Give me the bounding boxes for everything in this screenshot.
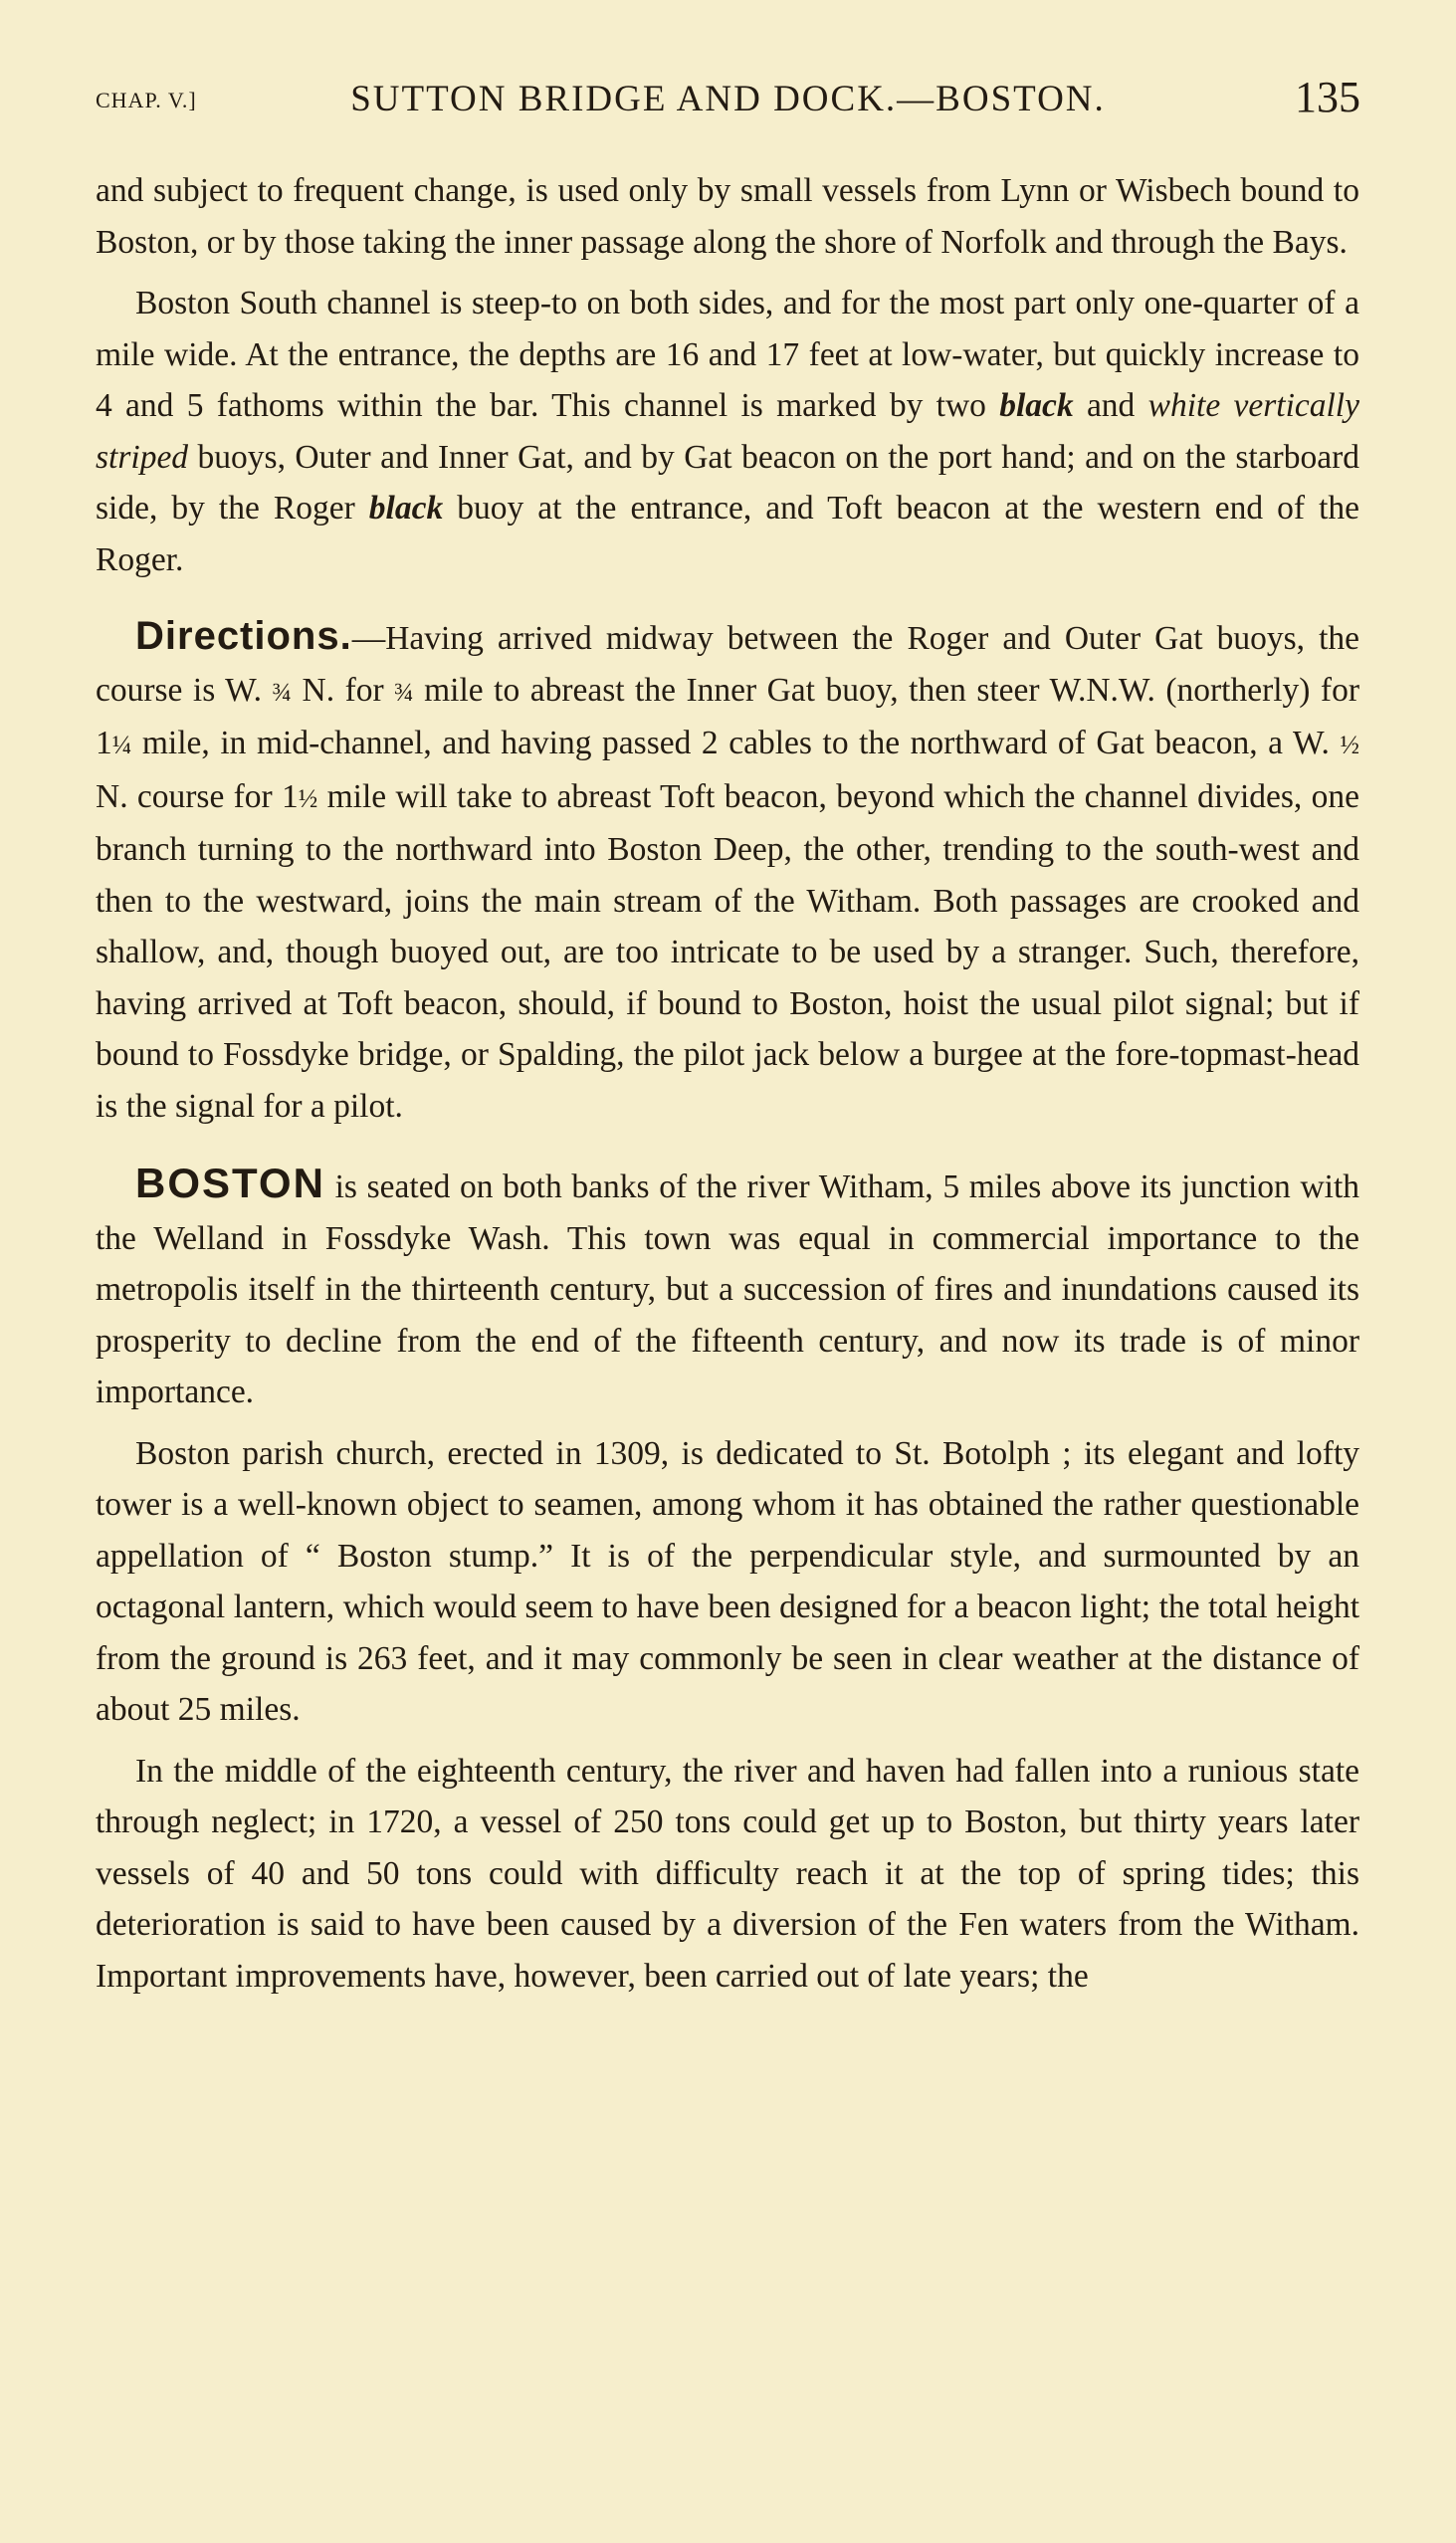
fraction: ¼ — [111, 731, 132, 759]
paragraph-directions — [96, 611, 1359, 1132]
text-run: buoys, Outer and Inner Gat, and by Gat beacon on the port hand; and on the starboard side, by the Roger — [96, 438, 1359, 527]
italic-white-striped: white vertically striped — [96, 387, 1359, 476]
running-title: SUTTON BRIDGE AND DOCK.—BOSTON. — [350, 79, 1106, 119]
paragraph-south-channel — [96, 278, 1359, 585]
boston-heading: BOSTON — [135, 1160, 325, 1206]
italic-black: black — [999, 387, 1074, 424]
paragraph-small-vessels: and subject to frequent change, is used only by small vessels from Lynn or Wisbech bound to Boston, or by those taking the inner passage along the shore of Norfolk and through the Bays. — [96, 172, 1359, 261]
fraction: ¾ — [272, 677, 293, 707]
text-run: and — [1073, 387, 1148, 424]
chapter-label: CHAP. V.] — [96, 88, 197, 112]
page-number: 135 — [1295, 73, 1360, 121]
directions-heading: Directions. — [135, 614, 352, 658]
text-run: Boston South channel is steep-to on both sides, and for the most part only one-quarter of a mile wide. At the entrance, the depths are 16 and 17 feet at low-water, but quickly increase to 4 and 5 fathoms within the bar. This channel is marked by two — [96, 285, 1359, 424]
italic-black: black — [368, 490, 444, 527]
text-run: N. course for 1 — [96, 777, 299, 815]
text-run: mile, in mid-channel, and having passed 2 cables to the northward of Gat beacon, a W. — [131, 725, 1341, 761]
paragraph-eighteenth-century: In the middle of the eighteenth century, the river and haven had fallen into a runious state through neglect; in 1720, a vessel of 250 tons could get up to Boston, but thirty years later vessels of 40 and 50 tons could with difficulty reach it at the top of spring tides; this deterioration is said to have been caused by a diversion of the Fen waters from the Witham. Important improvements have, however, been carried out of late years; the — [96, 1752, 1359, 1995]
paragraph-boston — [96, 1158, 1359, 1418]
text-run: buoy at the entrance, and Toft beacon at the western end of the Roger. — [96, 490, 1359, 578]
fraction: ½ — [1340, 731, 1359, 759]
running-head — [96, 72, 1360, 131]
text-run: is seated on both banks of the river Witham, 5 miles above its junction with the Welland in Fossdyke Wash. This town was equal in commercial importance to the metropolis itself in the thirteenth century, but a succession of fires and inundations caused its prosperity to decline from the end of the fifteenth century, and now its trade is of minor importance. — [96, 1168, 1359, 1410]
text-run: —Having arrived midway between the Roger and Outer Gat buoys, the course is W. — [96, 620, 1359, 709]
text-run: N. for — [292, 671, 395, 709]
paragraph-parish-church: Boston parish church, erected in 1309, is dedicated to St. Botolph ; its elegant and lofty tower is a well-known object to seamen, among whom it has obtained the rather questionable appellation of “ Boston stump.” It is of the perpendicular style, and surmounted by an octagonal lantern, which would seem to have been designed for a beacon light; the total height from the ground is 263 feet, and it may commonly be seen in clear weather at the distance of about 25 miles. — [96, 1434, 1359, 1728]
fraction: ¾ — [394, 677, 414, 707]
text-run: mile will take to abreast Toft beacon, beyond which the channel divides, one branch turning to the northward into Boston Deep, the other, trending to the south-west and then to the westward, joins the main stream of the Witham. Both passages are crooked and shallow, and, though buoyed out, are too intricate to be used by a stranger. Such, therefore, having arrived at Toft beacon, should, if bound to Boston, hoist the usual pilot signal; but if bound to Fossdyke bridge, or Spalding, the pilot jack below a burgee at the fore-topmast-head is the signal for a pilot. — [96, 777, 1359, 1125]
fraction: ½ — [298, 783, 318, 813]
text-run: mile to abreast the Inner Gat buoy, then steer W.N.W. (northerly) for 1 — [96, 671, 1359, 761]
body-text — [96, 165, 1359, 2002]
